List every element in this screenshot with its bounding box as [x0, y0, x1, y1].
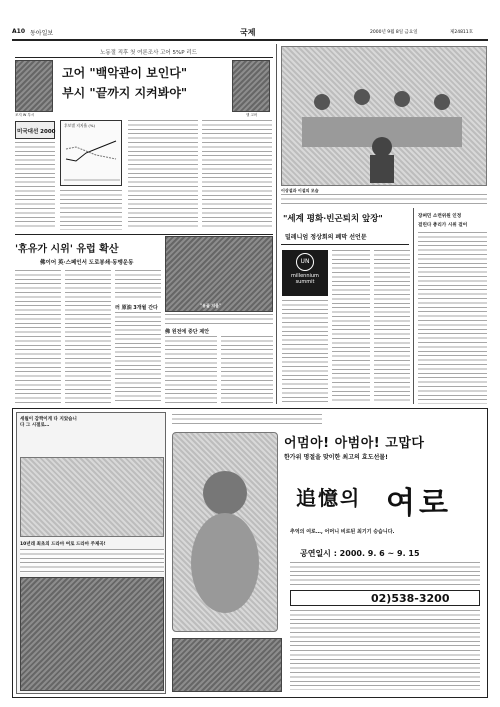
- gore-caption: 앨 고어: [246, 113, 258, 117]
- mid-story-col1: [115, 312, 161, 404]
- mid-photo: [165, 236, 273, 312]
- mid-photo-caption: "유골 지움": [200, 303, 222, 308]
- top-story-col1: [15, 142, 55, 230]
- top-story-kicker: 노동절 직후 첫 여론조사 고어 5%P 리드: [100, 50, 197, 56]
- ad-subheadline: 한가위 명절을 맞이한 최고의 효도선물!: [284, 454, 388, 461]
- top-story-col3: [128, 120, 198, 230]
- top-headline-1: 고어 "백악관이 보인다": [62, 66, 188, 80]
- election-logo: [15, 121, 55, 139]
- ad-sponsors: [290, 610, 480, 646]
- ad-bottom-text: [290, 650, 480, 690]
- issue-number: 제24811호: [450, 30, 474, 35]
- date-line: 2000년 9월 8일 금요일: [370, 30, 418, 35]
- ad-phone: 02)538-3200: [371, 592, 450, 605]
- un-col1: [282, 300, 328, 404]
- ad-tagline: 추억의 여로…, 어머니 비로된 최기기 승습니다.: [290, 529, 395, 535]
- summit-photo-figures: [282, 47, 486, 185]
- election-logo-text: 미국대선 2000: [17, 129, 56, 135]
- ad-headline: 어멈아! 아범아! 고맙다: [284, 436, 425, 451]
- ad-top-text: [172, 414, 322, 426]
- left-story-col3: [115, 270, 161, 298]
- left-story-col2: [65, 270, 111, 404]
- masthead-rule: [12, 39, 488, 41]
- paper-name: 동아일보: [30, 30, 54, 37]
- poll-chart: [60, 120, 122, 186]
- page-number: A10: [12, 28, 25, 35]
- top-headline-2: 부시 "끝까지 지켜봐야": [62, 86, 188, 100]
- gore-photo: [232, 60, 270, 112]
- bush-caption: 조지 W 부시: [15, 113, 35, 117]
- mid-headline: 러 原油 3개월 간다: [115, 305, 158, 311]
- ad-left-panel: [16, 412, 166, 694]
- poll-chart-title: 후보별 지지율 (%): [64, 123, 95, 128]
- ad-left-text: [20, 549, 164, 573]
- ad-bottom-strip: [172, 638, 282, 692]
- un-logo-circle: UN: [296, 253, 314, 271]
- un-logo-line3: summit: [295, 279, 315, 285]
- ad-phone-box: [290, 590, 480, 606]
- ad-woman-figure: [173, 433, 277, 631]
- ad-left-note: 10년래 최초의 드라마 여로 드라마 주제곡!: [20, 542, 106, 547]
- mid-headline-2: 佛 원전에 중단 제안: [165, 329, 210, 335]
- ad-left-photo: [20, 457, 164, 537]
- section-title: 국제: [240, 27, 256, 37]
- mid-photo-caption-text: [165, 314, 273, 324]
- masthead: [12, 28, 488, 38]
- poll-chart-lines: [64, 131, 120, 181]
- un-col2: [332, 250, 370, 404]
- un-col3: [374, 250, 410, 404]
- un-logo: [282, 250, 328, 296]
- mid-story2-col1: [165, 336, 217, 404]
- left-headline: '휴유가 시위' 유럽 확산: [15, 244, 119, 255]
- column-divider: [276, 44, 277, 404]
- summit-photo-caption: 이상설과 이설의 모습: [281, 188, 319, 193]
- ad-left-title: 세월이 감짝이게 다 지았습니다 그 시절로…: [20, 417, 77, 428]
- side-story-text: [418, 232, 487, 404]
- ad-dates: 공연일시 : 2000. 9. 6 ~ 9. 15: [300, 549, 420, 558]
- summit-caption-text: [281, 194, 487, 206]
- un-headline: 밀레니엄 정상회의 폐막 선언문: [285, 234, 367, 241]
- left-story-rule: [15, 234, 273, 235]
- ad-title-2: 여로: [386, 486, 452, 521]
- un-logo-line2: millennium: [291, 273, 319, 279]
- kicker-rule: [15, 57, 273, 58]
- mid-story2-col2: [221, 336, 273, 404]
- ad-title-1: 追憶의: [296, 486, 362, 510]
- left-story-col1: [15, 270, 61, 404]
- top-story-col2: [60, 190, 122, 230]
- bush-photo: [15, 60, 53, 112]
- summit-photo: [281, 46, 487, 186]
- un-kicker: "세계 평화·빈곤퇴치 앞장": [283, 214, 383, 224]
- un-rule: [281, 244, 409, 245]
- left-subheadline: 佛이어 英·스페인서 도로봉쇄·동맹운동: [40, 260, 134, 266]
- ad-center-photo: [172, 432, 278, 632]
- ad-details: [290, 562, 480, 586]
- side-headline-2: 걸린다 총리가 시위 걸어: [418, 223, 468, 228]
- top-story-col4: [202, 120, 272, 230]
- side-headline-1: 장쩌민 소련위원 인정: [418, 214, 462, 219]
- right-column-divider: [413, 208, 414, 404]
- ad-left-photo2: [20, 577, 164, 691]
